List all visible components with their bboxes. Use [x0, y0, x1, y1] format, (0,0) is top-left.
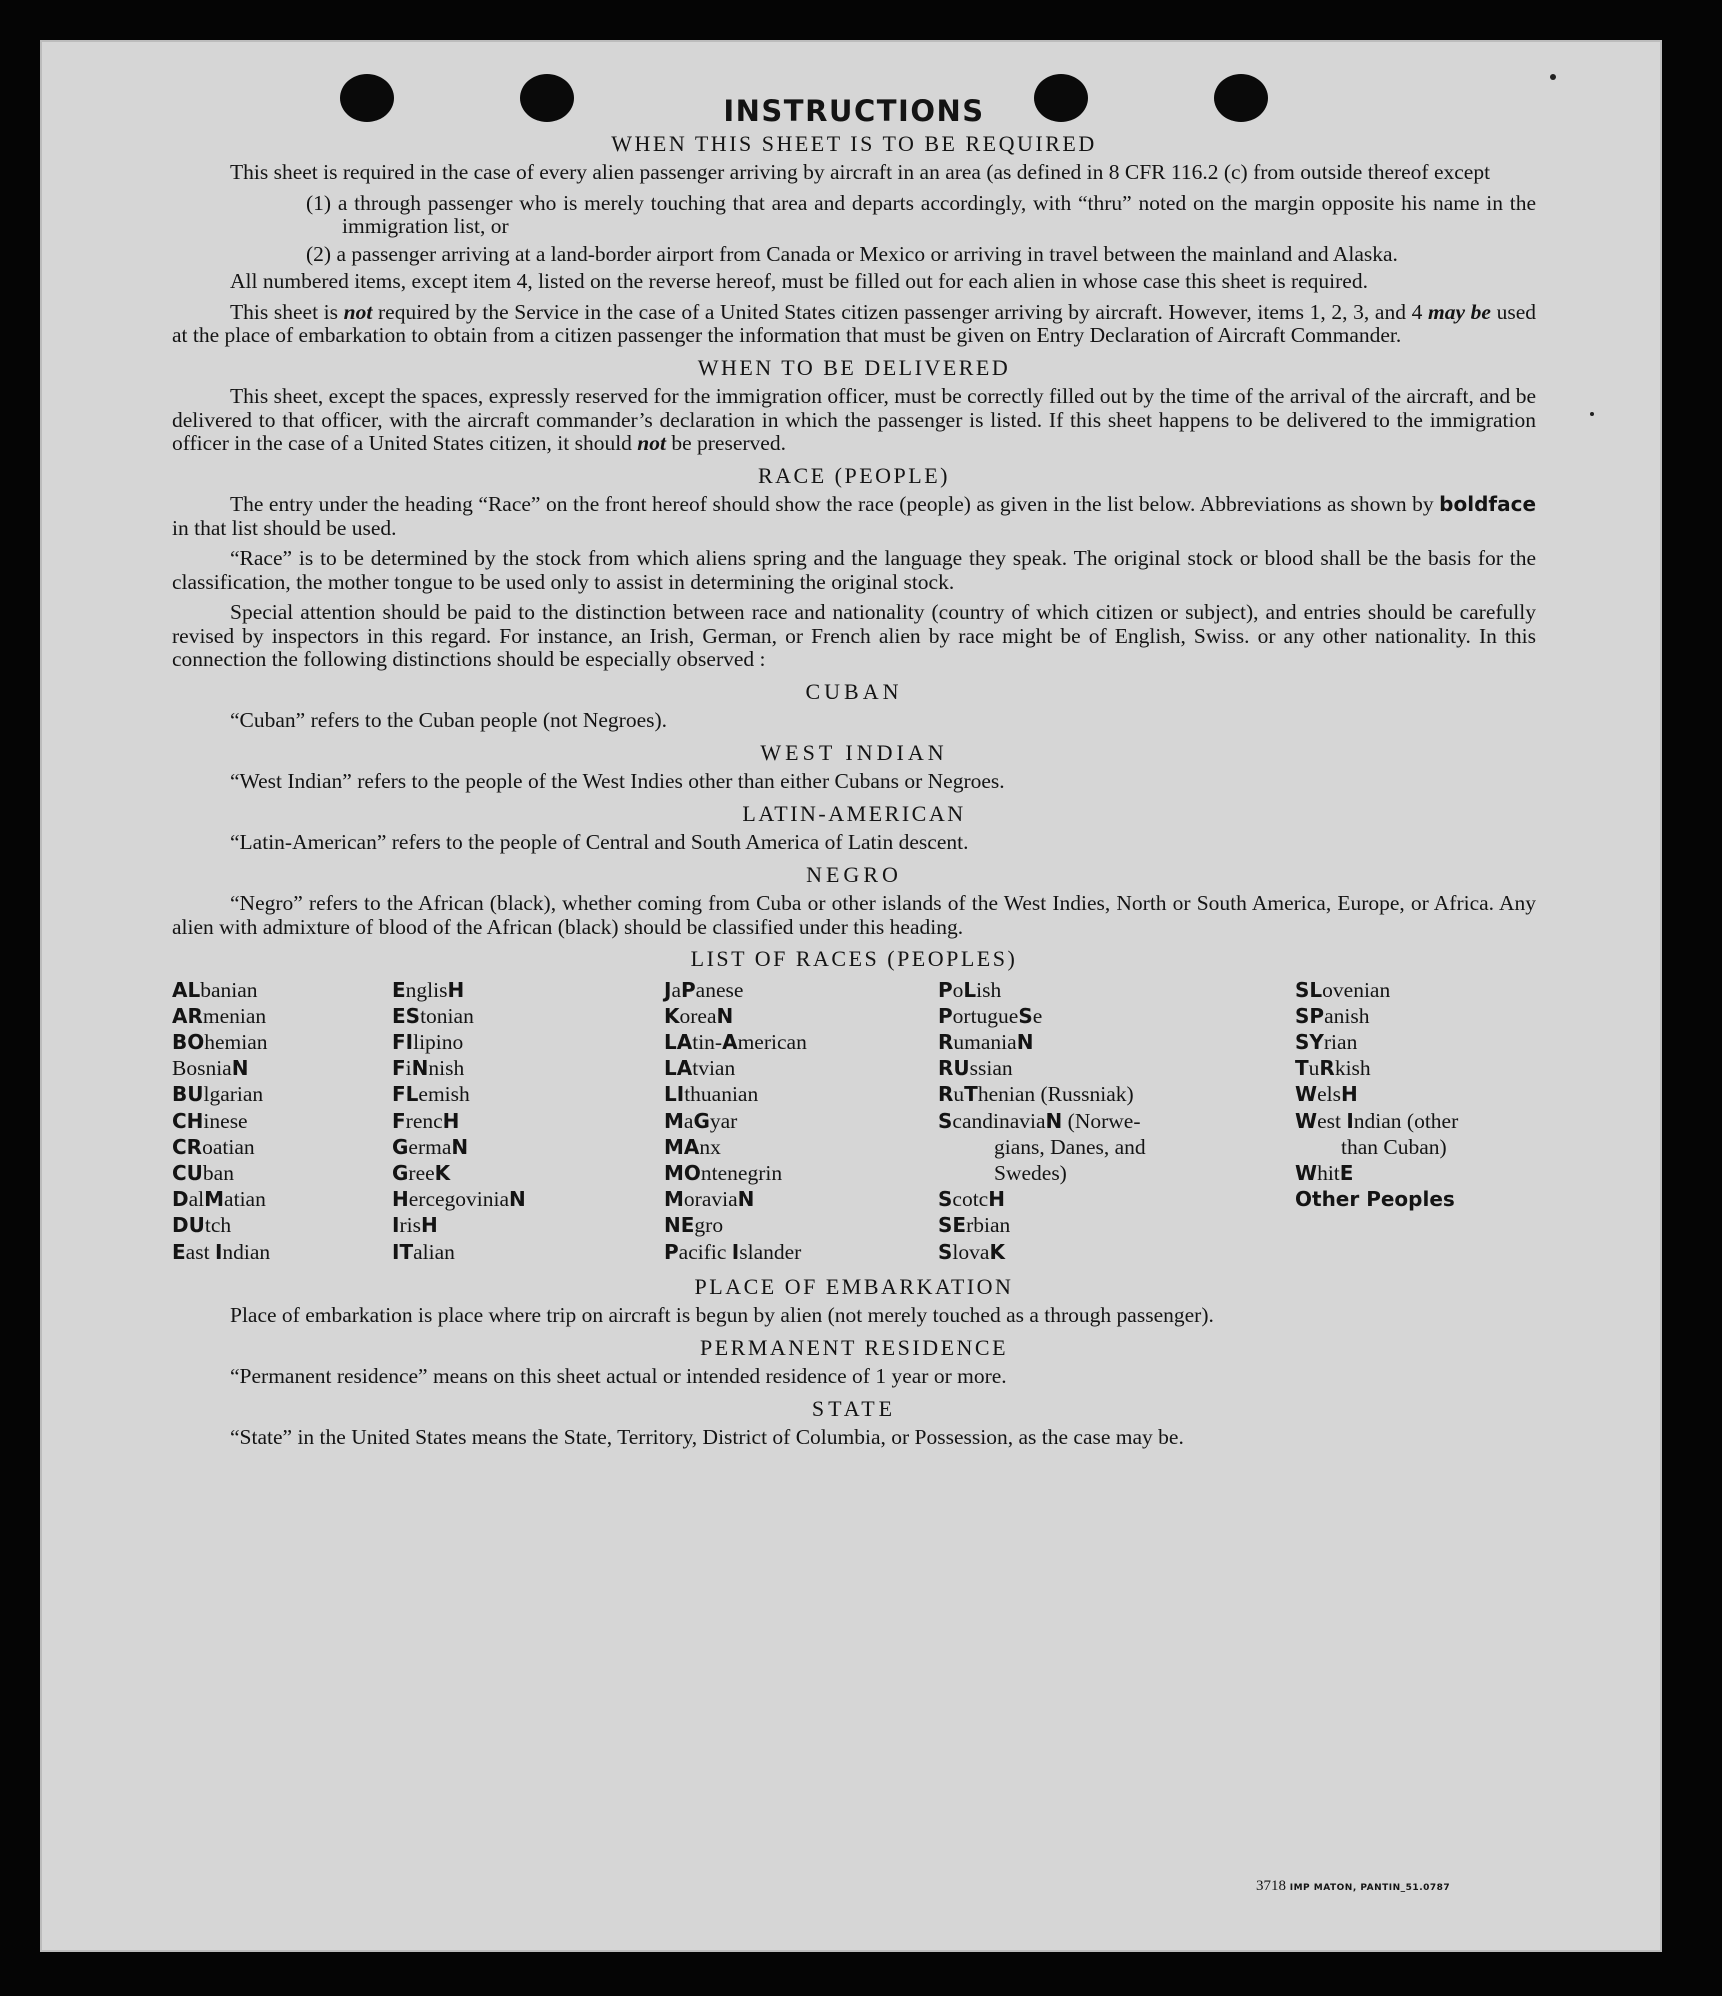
- race-text: els: [1317, 1082, 1341, 1107]
- race-entry: [664, 1081, 938, 1107]
- race-text: alian: [413, 1239, 455, 1264]
- race-text: ris: [399, 1213, 421, 1238]
- race-abbrev-bold: L: [963, 977, 977, 1002]
- printer-imprint: [1256, 1878, 1450, 1895]
- race-text: candinavia: [952, 1108, 1046, 1133]
- race-abbrev-bold: N: [231, 1056, 249, 1081]
- race-entry: [938, 1081, 1295, 1107]
- race-entry: [1295, 1108, 1536, 1134]
- race-entry: [1295, 1081, 1536, 1107]
- race-text: ntenegrin: [700, 1160, 783, 1185]
- race-text: tch: [204, 1213, 232, 1238]
- paragraph: “Race” is to be determined by the stock from which aliens spring and the language they speak. The original stock or blood shall be the basis for the classification, the mother tongue to be used only to assist in determining the original stock.: [172, 546, 1536, 594]
- race-entry: [172, 1160, 392, 1186]
- race-abbrev-bold: BO: [172, 1029, 205, 1054]
- race-entry: [664, 1212, 938, 1238]
- paragraph: Special attention should be paid to the distinction between race and nationality (country of which citizen or subject), and entries should be carefully revised by inspectors in this regard. For instance, an Irish, German, or French alien by race might be of English, Swiss. or any other nationality. In this connection the following distinctions should be especially observed :: [172, 600, 1536, 671]
- race-entry: [392, 1239, 664, 1265]
- race-entry: [664, 977, 938, 1003]
- race-text: henian (Russniak): [977, 1082, 1134, 1107]
- race-entry: [664, 1003, 938, 1029]
- heading-when-delivered: WHEN TO BE DELIVERED: [697, 354, 1011, 380]
- form-code: 3718: [1256, 1878, 1286, 1894]
- race-text: lova: [952, 1239, 990, 1264]
- race-text: ortugue: [952, 1003, 1019, 1028]
- text: required by the Service in the case of a United States citizen passenger arriving by aircraft. However, items 1, 2, 3, and 4: [378, 299, 1423, 324]
- race-entry: [938, 1134, 1295, 1160]
- race-entry: [172, 1212, 392, 1238]
- race-text: lipino: [413, 1029, 464, 1054]
- bold-term: boldface: [1439, 492, 1537, 516]
- paragraph: “Permanent residence” means on this sheet actual or intended residence of 1 year or more.: [230, 1364, 1007, 1389]
- race-abbrev-bold: MO: [664, 1160, 701, 1185]
- race-entry: [1295, 1186, 1536, 1212]
- paragraph: “Negro” refers to the African (black), whether coming from Cuba or other islands of the West Indies, North or South America, Europe, or Africa. Any alien with admixture of blood of the African (black) should be classified under this heading.: [172, 891, 1536, 939]
- race-entry: [938, 1239, 1295, 1265]
- race-abbrev-bold: K: [434, 1160, 451, 1185]
- race-abbrev-bold: H: [442, 1108, 460, 1133]
- text: This sheet is: [230, 299, 339, 324]
- heading-latin-american: LATIN-AMERICAN: [742, 800, 966, 826]
- race-abbrev-bold: K: [989, 1239, 1005, 1264]
- race-text: emish: [418, 1082, 470, 1107]
- race-abbrev-bold: SL: [1295, 977, 1323, 1002]
- race-abbrev-bold: N: [509, 1187, 526, 1212]
- heading-place-of-embarkation: PLACE OF EMBARKATION: [694, 1273, 1014, 1299]
- race-abbrev-bold: ES: [392, 1003, 421, 1028]
- race-entry: [172, 1081, 392, 1107]
- paragraph: All numbered items, except item 4, listed on the reverse hereof, must be filled out for each alien in whose case this sheet is required.: [230, 269, 1368, 293]
- race-text: ish: [976, 977, 1002, 1002]
- ink-speck: [1550, 74, 1556, 80]
- paragraph: [172, 301, 1536, 348]
- race-abbrev-bold: K: [664, 1003, 680, 1028]
- race-entry: [172, 1108, 392, 1134]
- race-abbrev-bold: SY: [1295, 1029, 1324, 1054]
- race-text: yar: [709, 1108, 738, 1133]
- race-abbrev-bold: SE: [938, 1213, 967, 1238]
- race-text: nx: [699, 1134, 721, 1159]
- race-abbrev-bold: CU: [172, 1160, 203, 1185]
- race-abbrev-bold: Other Peoples: [1295, 1187, 1455, 1212]
- race-entry: [664, 1029, 938, 1055]
- race-abbrev-bold: LA: [664, 1056, 693, 1081]
- race-abbrev-bold: F: [392, 1108, 406, 1133]
- race-abbrev-bold: W: [1295, 1108, 1318, 1133]
- race-text: nglis: [405, 977, 448, 1002]
- emphasis: may be: [1428, 299, 1491, 324]
- race-text: merican: [737, 1029, 807, 1054]
- emphasis: not: [343, 299, 373, 324]
- race-abbrev-bold: J: [664, 977, 672, 1002]
- race-text: hemian: [204, 1029, 268, 1054]
- race-entry: [172, 1003, 392, 1029]
- paragraph: [172, 493, 1536, 540]
- race-entry: [664, 1239, 938, 1265]
- race-abbrev-bold: R: [938, 1082, 954, 1107]
- race-entry: [1295, 1029, 1536, 1055]
- race-text: thuanian: [684, 1082, 759, 1107]
- heading-list-of-races: LIST OF RACES (PEOPLES): [690, 946, 1018, 971]
- list-item: [172, 192, 1536, 239]
- race-abbrev-bold: MA: [664, 1134, 700, 1159]
- race-abbrev-bold: BU: [172, 1082, 204, 1107]
- race-text: ovenian: [1322, 977, 1391, 1002]
- race-text: tonian: [420, 1003, 474, 1028]
- race-abbrev-bold: DU: [172, 1213, 205, 1238]
- race-entry: [938, 1108, 1295, 1134]
- heading-cuban: CUBAN: [805, 678, 903, 704]
- race-abbrev-bold: H: [988, 1187, 1005, 1212]
- paragraph: This sheet is required in the case of every alien passenger arriving by aircraft in an area (as defined in 8 CFR 116.2 (c) from outside thereof except: [230, 160, 1491, 184]
- races-column: [664, 977, 938, 1265]
- race-text: atian: [224, 1187, 266, 1212]
- race-text: anish: [1324, 1003, 1370, 1028]
- paragraph: “Cuban” refers to the Cuban people (not Negroes).: [230, 708, 668, 732]
- race-text: cotc: [952, 1187, 989, 1212]
- race-entry: [172, 977, 392, 1003]
- text: used at the place of embarkation to obtain from a citizen passenger the information that must be given on Entry Declaration of Aircraft Commander.: [172, 299, 1537, 347]
- races-column: [1295, 977, 1536, 1265]
- race-abbrev-bold: S: [1018, 1003, 1033, 1028]
- race-text: orea: [679, 1003, 717, 1028]
- race-text: tin-: [692, 1029, 723, 1054]
- race-abbrev-bold: NE: [664, 1213, 695, 1238]
- races-column: [938, 977, 1295, 1265]
- race-abbrev-bold: SP: [1295, 1003, 1325, 1028]
- race-abbrev-bold: CH: [172, 1108, 204, 1133]
- race-text: (Norwe-: [1062, 1108, 1141, 1133]
- race-text: oravia: [683, 1187, 738, 1212]
- race-abbrev-bold: H: [1340, 1082, 1358, 1107]
- race-entry: [938, 1160, 1295, 1186]
- race-abbrev-bold: T: [964, 1082, 978, 1107]
- race-text: al: [188, 1187, 205, 1212]
- race-text: rian: [1323, 1029, 1358, 1054]
- race-abbrev-bold: H: [420, 1213, 438, 1238]
- heading-negro: NEGRO: [806, 861, 902, 887]
- emphasis: not: [637, 431, 666, 455]
- text: The entry under the heading “Race” on the front hereof should show the race (people) as given in the list below. Abbreviations as shown by: [230, 492, 1434, 516]
- race-entry: [392, 1081, 664, 1107]
- race-text: u: [953, 1082, 965, 1107]
- race-abbrev-bold: FI: [392, 1029, 414, 1054]
- paragraph: Place of embarkation is place where trip on aircraft is begun by alien (not merely touched as a through passenger).: [230, 1303, 1214, 1328]
- race-entry: [938, 1029, 1295, 1055]
- race-entry: [938, 1055, 1295, 1081]
- race-text: ndian: [222, 1239, 271, 1264]
- item-text: a through passenger who is merely touching that area and departs accordingly, with “thru” noted on the margin opposite his name in the immigration list, or: [337, 190, 1536, 238]
- race-abbrev-bold: R: [938, 1029, 954, 1054]
- race-abbrev-bold: I: [1346, 1108, 1354, 1133]
- race-abbrev-bold: N: [451, 1134, 469, 1159]
- race-abbrev-bold: AR: [172, 1003, 203, 1028]
- page-title: INSTRUCTIONS: [723, 94, 985, 128]
- race-abbrev-bold: LA: [664, 1029, 693, 1054]
- heading-race: RACE (PEOPLE): [758, 462, 950, 488]
- race-abbrev-bold: H: [392, 1187, 409, 1212]
- race-text: anese: [695, 977, 744, 1002]
- race-abbrev-bold: S: [938, 1239, 953, 1264]
- race-text: renc: [405, 1108, 443, 1133]
- race-text: i: [405, 1056, 412, 1081]
- item-text: a passenger arriving at a land-border airport from Canada or Mexico or arriving in travel between the mainland and Alaska.: [336, 241, 1398, 266]
- race-abbrev-bold: N: [411, 1056, 429, 1081]
- race-text: ast: [185, 1239, 215, 1264]
- race-text: o: [952, 977, 964, 1002]
- race-entry: [392, 1160, 664, 1186]
- race-text: gro: [694, 1213, 724, 1238]
- race-abbrev-bold: AL: [172, 977, 201, 1002]
- race-abbrev-bold: P: [664, 1239, 679, 1264]
- race-text: slander: [739, 1239, 802, 1264]
- race-text: rbian: [966, 1213, 1011, 1238]
- race-entry: [392, 1055, 664, 1081]
- race-abbrev-bold: P: [938, 977, 953, 1002]
- paragraph: “State” in the United States means the State, Territory, District of Columbia, or Possession, as the case may be.: [230, 1425, 1184, 1450]
- race-text: kish: [1334, 1056, 1371, 1081]
- race-text: a: [683, 1108, 694, 1133]
- race-abbrev-bold: A: [722, 1029, 738, 1054]
- race-abbrev-bold: M: [664, 1108, 684, 1133]
- race-abbrev-bold: N: [716, 1003, 734, 1028]
- race-abbrev-bold: W: [1295, 1160, 1318, 1185]
- race-text: a: [671, 977, 681, 1002]
- paragraph: “Latin-American” refers to the people of Central and South America of Latin descent.: [230, 830, 969, 854]
- race-text: ssian: [969, 1056, 1013, 1081]
- race-abbrev-bold: FL: [392, 1082, 419, 1107]
- race-entry: [664, 1108, 938, 1134]
- race-text: gians, Danes, and: [994, 1134, 1146, 1159]
- race-abbrev-bold: M: [664, 1187, 684, 1212]
- race-entry: [938, 1212, 1295, 1238]
- race-text: lgarian: [203, 1082, 264, 1107]
- item-number: (2): [306, 241, 332, 266]
- heading-west-indian: WEST INDIAN: [760, 739, 948, 765]
- race-text: erma: [408, 1134, 452, 1159]
- race-entry: [664, 1055, 938, 1081]
- race-entry: [172, 1029, 392, 1055]
- item-number: (1): [306, 190, 332, 215]
- race-entry: [172, 1239, 392, 1265]
- race-text: nish: [428, 1056, 465, 1081]
- race-text: Bosnia: [172, 1056, 232, 1081]
- race-text: banian: [200, 977, 258, 1002]
- race-abbrev-bold: E: [1339, 1160, 1354, 1185]
- race-abbrev-bold: G: [392, 1160, 409, 1185]
- race-abbrev-bold: F: [392, 1056, 406, 1081]
- races-column: [392, 977, 664, 1265]
- race-entry: [172, 1186, 392, 1212]
- race-abbrev-bold: P: [681, 977, 696, 1002]
- printer-name: IMP MATON, PANTIN_51.0787: [1289, 1883, 1451, 1893]
- instructions-content: [172, 94, 1537, 1457]
- race-text: than Cuban): [1341, 1134, 1447, 1159]
- race-entry: [392, 1212, 664, 1238]
- race-abbrev-bold: G: [392, 1134, 409, 1159]
- race-entry: [392, 1134, 664, 1160]
- heading-permanent-residence: PERMANENT RESIDENCE: [699, 1334, 1009, 1360]
- race-entry: [392, 1186, 664, 1212]
- race-text: inese: [203, 1108, 248, 1133]
- race-entry: [1295, 1160, 1536, 1186]
- race-abbrev-bold: R: [1319, 1056, 1335, 1081]
- race-entry: [392, 1029, 664, 1055]
- race-entry: [172, 1055, 392, 1081]
- ink-speck: [1590, 412, 1594, 416]
- race-abbrev-bold: W: [1295, 1082, 1318, 1107]
- race-abbrev-bold: S: [938, 1108, 953, 1133]
- race-entry: [938, 1003, 1295, 1029]
- race-entry: [392, 1108, 664, 1134]
- document-page: [40, 40, 1662, 1952]
- race-text: ercegovinia: [408, 1187, 510, 1212]
- race-abbrev-bold: I: [392, 1213, 400, 1238]
- race-abbrev-bold: I: [214, 1239, 223, 1264]
- race-abbrev-bold: D: [172, 1187, 189, 1212]
- text: This sheet, except the spaces, expressly reserved for the immigration officer, must be correctly filled out by the time of the arrival of the aircraft, and be delivered to that officer, with the aircraft commander’s declaration in which the passenger is listed. If this sheet happens to be delivered to the immigration officer in the case of a United States citizen, it should: [172, 384, 1536, 455]
- race-abbrev-bold: G: [693, 1108, 710, 1133]
- race-abbrev-bold: IT: [392, 1239, 414, 1264]
- race-text: ree: [408, 1160, 435, 1185]
- race-abbrev-bold: RU: [938, 1056, 970, 1081]
- text: be preserved.: [671, 431, 786, 455]
- race-abbrev-bold: P: [938, 1003, 953, 1028]
- heading-state: STATE: [811, 1395, 897, 1421]
- race-text: tvian: [692, 1056, 736, 1081]
- race-entry: [664, 1160, 938, 1186]
- race-entry: [1295, 1134, 1536, 1160]
- race-abbrev-bold: N: [1016, 1029, 1034, 1054]
- race-text: est: [1317, 1108, 1347, 1133]
- race-entry: [1295, 1003, 1536, 1029]
- race-text: e: [1032, 1003, 1043, 1028]
- races-column: [172, 977, 392, 1265]
- race-text: ndian (other: [1353, 1108, 1459, 1133]
- race-text: umania: [953, 1029, 1017, 1054]
- race-text: oatian: [202, 1134, 255, 1159]
- race-text: u: [1308, 1056, 1320, 1081]
- text: in that list should be used.: [172, 515, 397, 540]
- race-entry: [392, 977, 664, 1003]
- heading-when-required: WHEN THIS SHEET IS TO BE REQUIRED: [611, 130, 1097, 156]
- race-entry: [664, 1134, 938, 1160]
- race-entry: [172, 1134, 392, 1160]
- race-text: menian: [202, 1003, 267, 1028]
- race-abbrev-bold: S: [938, 1187, 953, 1212]
- race-text: Swedes): [994, 1160, 1067, 1185]
- race-abbrev-bold: LI: [664, 1082, 685, 1107]
- race-abbrev-bold: I: [731, 1239, 740, 1264]
- race-entry: [938, 1186, 1295, 1212]
- race-entry: [664, 1186, 938, 1212]
- race-abbrev-bold: N: [1045, 1108, 1063, 1133]
- race-entry: [1295, 1055, 1536, 1081]
- race-abbrev-bold: E: [392, 977, 406, 1002]
- race-entry: [392, 1003, 664, 1029]
- race-abbrev-bold: CR: [172, 1134, 203, 1159]
- race-entry: [1295, 977, 1536, 1003]
- race-abbrev-bold: E: [172, 1239, 186, 1264]
- list-item: [172, 243, 1536, 267]
- paragraph: “West Indian” refers to the people of the West Indies other than either Cubans or Negroes.: [230, 769, 1005, 793]
- paragraph: [172, 385, 1536, 456]
- race-text: hit: [1317, 1160, 1340, 1185]
- race-abbrev-bold: H: [447, 977, 465, 1002]
- race-abbrev-bold: N: [737, 1187, 755, 1212]
- race-text: ban: [202, 1160, 234, 1185]
- race-text: acific: [678, 1239, 732, 1264]
- race-entry: [938, 977, 1295, 1003]
- race-abbrev-bold: M: [204, 1187, 225, 1212]
- races-list: [172, 977, 1536, 1265]
- race-abbrev-bold: T: [1295, 1056, 1309, 1081]
